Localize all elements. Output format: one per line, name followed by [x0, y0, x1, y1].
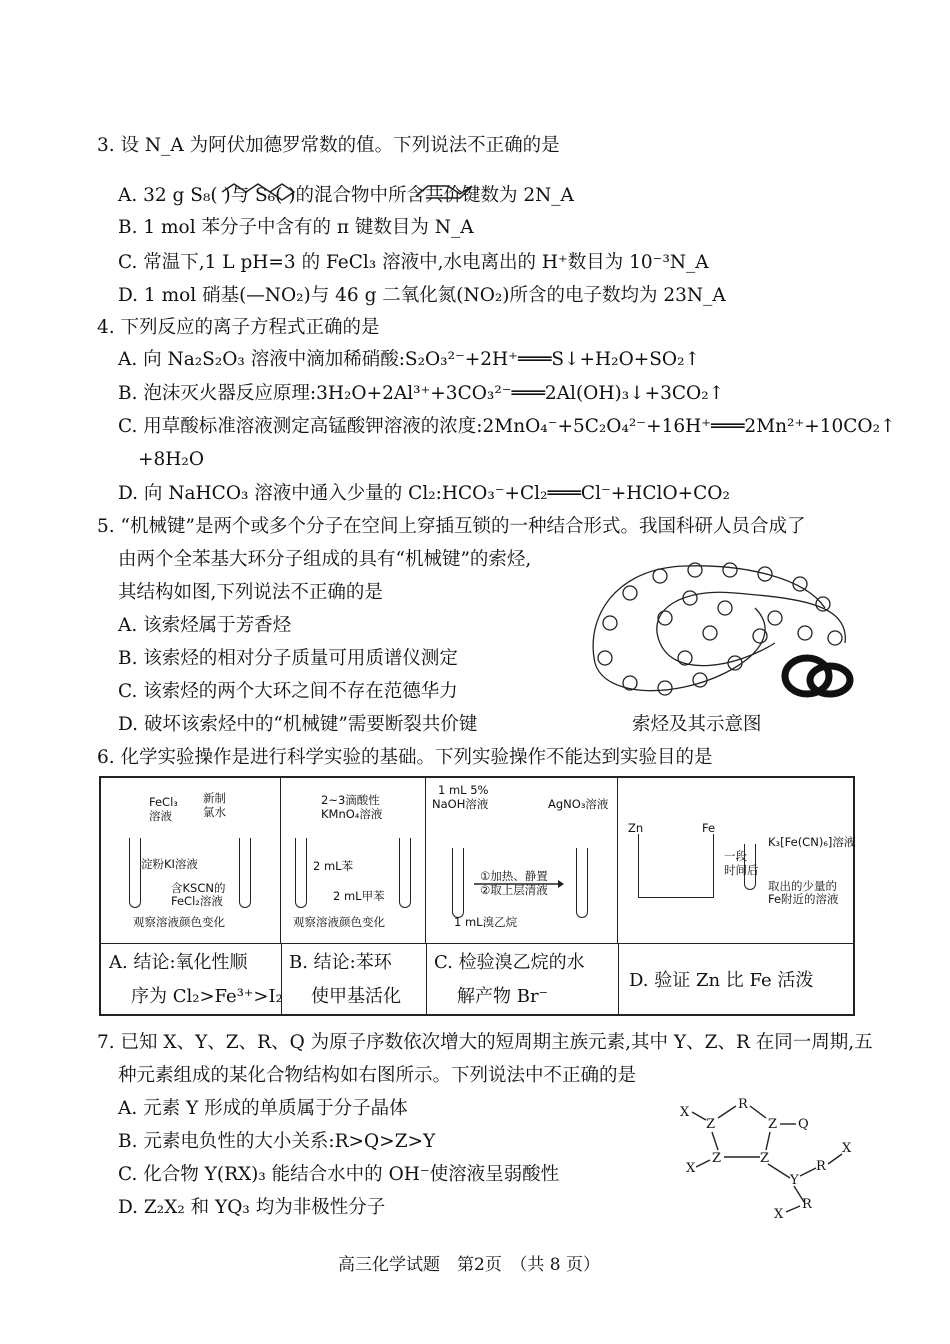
- q3-option-d: D. 1 mol 硝基(—NO₂)与 46 g 二氧化氮(NO₂)所含的电子数均为 23N_A: [118, 285, 726, 306]
- q5-stem-line2: 由两个全苯基大环分子组成的具有“机械键”的索烃,: [118, 549, 532, 570]
- svg-text:R: R: [738, 1097, 748, 1112]
- q4-stem: 4. 下列反应的离子方程式正确的是: [97, 317, 380, 338]
- svg-text:R: R: [802, 1197, 812, 1212]
- q6-experiment-table: [99, 776, 855, 1016]
- q3-stem: 3. 设 N_A 为阿伏加德罗常数的值。下列说法不正确的是: [97, 135, 560, 156]
- q4-option-d: D. 向 NaHCO₃ 溶液中通入少量的 Cl₂:HCO₃⁻+Cl₂═══Cl⁻+HClO+CO₂: [118, 483, 730, 504]
- page-footer: 高三化学试题 第2页 （共 8 页）: [338, 1255, 600, 1275]
- q5-stem-line3: 其结构如图,下列说法不正确的是: [118, 582, 383, 603]
- sulfur-ring-figures: [196, 172, 496, 208]
- test-tube: [239, 838, 251, 908]
- svg-text:Q: Q: [798, 1117, 809, 1132]
- q7-option-a: A. 元素 Y 形成的单质属于分子晶体: [118, 1098, 408, 1119]
- q3-option-a: A. 32 g S₈( )与 S₆( )的混合物中所含共价键数为 2N_A: [118, 185, 574, 206]
- experiment-c-panel: 1 mL 5% NaOH溶液 AgNO₃溶液 ①加热、静置 ②取上层清液 1 mL溴乙烷: [426, 778, 618, 943]
- experiment-b-panel: 2~3滴酸性 KMnO₄溶液 2 mL苯 2 mL甲苯 观察溶液颜色变化: [281, 778, 426, 943]
- compound-structure-figure: [672, 1092, 862, 1224]
- q4-option-b: B. 泡沫灭火器反应原理:3H₂O+2Al³⁺+3CO₃²⁻═══2Al(OH)₃↓+3CO₂↑: [118, 383, 725, 404]
- q3-option-c: C. 常温下,1 L pH=3 的 FeCl₃ 溶液中,水电离出的 H⁺数目为 10⁻³N_A: [118, 252, 709, 273]
- experiment-d-panel: Zn Fe K₃[Fe(CN)₆]溶液 一段 时间后 取出的少量的 Fe附近的溶液: [628, 821, 856, 906]
- svg-text:X: X: [842, 1141, 852, 1156]
- q7-option-b: B. 元素电负性的大小关系:R>Q>Z>Y: [118, 1131, 436, 1152]
- option-b-caption-line2: 使甲基活化: [311, 986, 401, 1007]
- q5-option-c: C. 该索烃的两个大环之间不存在范德华力: [118, 681, 458, 702]
- s6-ring-icon: [416, 186, 472, 198]
- q5-option-a: A. 该索烃属于芳香烃: [118, 615, 292, 636]
- q7-stem-line2: 种元素组成的某化合物结构如右图所示。下列说法中不正确的是: [118, 1065, 637, 1086]
- q5-option-d: D. 破坏该索烃中的“机械键”需要断裂共价键: [118, 714, 478, 735]
- option-a-caption-line2: 序为 Cl₂>Fe³⁺>I₂: [131, 986, 283, 1007]
- test-tube: [452, 848, 464, 918]
- catenane-caption: 索烃及其示意图: [632, 714, 762, 735]
- catenane-structure-figure: [575, 548, 860, 708]
- option-c-caption-line2: 解产物 Br⁻: [457, 986, 549, 1007]
- q5-stem-line1: 5. “机械键”是两个或多个分子在空间上穿插互锁的一种结合形式。我国科研人员合成了: [97, 516, 806, 537]
- svg-text:X: X: [680, 1105, 690, 1120]
- beaker: [638, 834, 714, 898]
- test-tube: [129, 838, 141, 908]
- test-tube: [744, 844, 756, 890]
- option-a-caption-line1: A. 结论:氧化性顺: [109, 952, 248, 973]
- svg-text:Z: Z: [706, 1117, 716, 1132]
- q4-option-c: C. 用草酸标准溶液测定高锰酸钾溶液的浓度:2MnO₄⁻+5C₂O₄²⁻+16H⁺═══2Mn²⁺+10CO₂↑: [118, 416, 896, 437]
- interlocked-rings-icon: [785, 658, 850, 694]
- q4-option-a: A. 向 Na₂S₂O₃ 溶液中滴加稀硝酸:S₂O₃²⁻+2H⁺═══S↓+H₂O+SO₂↑: [118, 349, 701, 370]
- option-d-caption: D. 验证 Zn 比 Fe 活泼: [629, 970, 814, 991]
- svg-text:X: X: [774, 1207, 784, 1222]
- experiment-a-panel: FeCl₃ 溶液 新制 氯水 淀粉KI溶液 含KSCN的 FeCl₂溶液 观察溶液颜色变化: [101, 778, 281, 943]
- q6-stem: 6. 化学实验操作是进行科学实验的基础。下列实验操作不能达到实验目的是: [97, 747, 713, 768]
- q4-option-c-cont: +8H₂O: [138, 449, 204, 470]
- q7-option-c: C. 化合物 Y(RX)₃ 能结合水中的 OH⁻使溶液呈弱酸性: [118, 1164, 560, 1185]
- svg-text:X: X: [686, 1161, 696, 1176]
- svg-text:Z: Z: [768, 1117, 778, 1132]
- svg-text:R: R: [816, 1159, 826, 1174]
- q5-option-b: B. 该索烃的相对分子质量可用质谱仪测定: [118, 648, 458, 669]
- svg-text:Z: Z: [760, 1151, 770, 1166]
- test-tube: [295, 838, 307, 908]
- svg-text:Y: Y: [790, 1173, 799, 1188]
- test-tube: [576, 848, 588, 918]
- right-arrow-icon: [474, 878, 564, 890]
- q3-option-b: B. 1 mol 苯分子中含有的 π 键数目为 N_A: [118, 217, 474, 238]
- option-c-caption-line1: C. 检验溴乙烷的水: [434, 952, 585, 973]
- s8-ring-icon: [222, 184, 294, 200]
- option-b-caption-line1: B. 结论:苯环: [289, 952, 392, 973]
- test-tube: [399, 838, 411, 908]
- q7-stem-line1: 7. 已知 X、Y、Z、R、Q 为原子序数依次增大的短周期主族元素,其中 Y、Z、R 在同一周期,五: [97, 1032, 873, 1053]
- svg-text:Z: Z: [712, 1151, 722, 1166]
- q7-option-d: D. Z₂X₂ 和 YQ₃ 均为非极性分子: [118, 1197, 386, 1218]
